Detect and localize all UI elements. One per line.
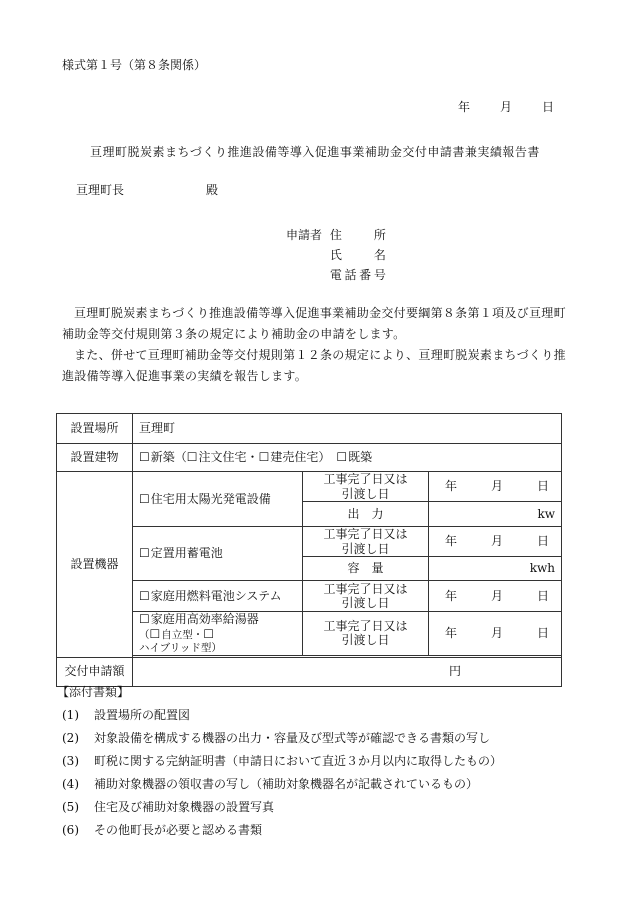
- completion-date-field[interactable]: 年 月 日: [429, 527, 562, 557]
- applicant-label: 申請者: [286, 228, 323, 242]
- fuel-cell-label: 家庭用燃料電池システム: [150, 588, 282, 603]
- checkbox-icon[interactable]: ☐: [203, 627, 215, 642]
- water-heater-row: [57, 612, 562, 656]
- building-ready-option: 建売住宅）: [270, 450, 325, 465]
- water-heater-option: [133, 612, 303, 656]
- completion-date-label: 工事完了日又は 引渡し日: [303, 527, 429, 557]
- output-field[interactable]: kw: [429, 502, 562, 527]
- application-table: [56, 413, 562, 687]
- attachment-item: (2) 対象設備を構成する機器の出力・容量及び型式等が確認できる書類の写し: [62, 731, 491, 745]
- completion-date-field[interactable]: 年 月 日: [429, 472, 562, 502]
- checkbox-icon[interactable]: ☐: [258, 450, 270, 465]
- equipment-label: 設置機器: [57, 472, 133, 658]
- applicant-name-label: 氏名: [329, 248, 386, 262]
- amount-row: [57, 657, 562, 686]
- checkbox-icon[interactable]: ☐: [139, 612, 150, 626]
- fuel-cell-row: [57, 581, 562, 612]
- checkbox-icon[interactable]: ☐: [336, 450, 348, 465]
- completion-date-label: 工事完了日又は 引渡し日: [303, 581, 429, 612]
- battery-label: 定置用蓄電池: [150, 546, 223, 561]
- checkbox-icon[interactable]: ☐: [186, 450, 198, 465]
- fuel-cell-option: [133, 581, 303, 612]
- building-new-option: 新築（: [150, 450, 187, 465]
- checkbox-icon[interactable]: ☐: [139, 546, 150, 561]
- building-row: [57, 444, 562, 472]
- checkbox-icon[interactable]: ☐: [149, 627, 161, 642]
- attachments-heading: 【添付書類】: [57, 685, 130, 699]
- water-heater-label: 家庭用高効率給湯器: [150, 612, 259, 626]
- solar-option: [133, 472, 303, 527]
- water-heater-type: （☐自立型・☐ハイブリッド型）: [139, 627, 222, 654]
- building-custom-option: 注文住宅・: [198, 450, 259, 465]
- date-year-label: 年: [458, 100, 471, 114]
- solar-completion-row: [57, 472, 562, 502]
- location-label: 設置場所: [57, 414, 133, 444]
- building-options: [133, 444, 562, 472]
- amount-label: 交付申請額: [57, 657, 133, 686]
- location-row: [57, 414, 562, 444]
- output-label: 出 力: [303, 502, 429, 527]
- completion-date-field[interactable]: 年 月 日: [429, 612, 562, 656]
- attachment-item: (5) 住宅及び補助対象機器の設置写真: [62, 800, 275, 814]
- attachment-item: (1) 設置場所の配置図: [62, 708, 191, 722]
- completion-date-field[interactable]: 年 月 日: [429, 581, 562, 612]
- report-paragraph: また、併せて亘理町補助金等交付規則第１２条の規定により、亘理町脱炭素まちづくり推進設備等導入促進事業の実績を報告します。: [62, 348, 566, 383]
- battery-completion-row: [57, 527, 562, 557]
- addressee: [76, 183, 219, 197]
- attachment-item: (3) 町税に関する完納証明書（申請日において直近３か月以内に取得したもの）: [62, 754, 503, 768]
- checkbox-icon[interactable]: ☐: [139, 588, 150, 603]
- building-label: 設置建物: [57, 444, 133, 472]
- applicant-phone-row: [286, 268, 386, 282]
- attachment-item: (6) その他町長が必要と認める書類: [62, 823, 263, 837]
- form-number: 様式第１号（第８条関係）: [62, 58, 207, 72]
- completion-date-label: 工事完了日又は 引渡し日: [303, 612, 429, 656]
- date-day-label: 日: [541, 100, 554, 114]
- capacity-field[interactable]: kwh: [429, 557, 562, 581]
- applicant-address-row: [286, 228, 386, 242]
- submission-date: [458, 100, 554, 114]
- checkbox-icon[interactable]: ☐: [139, 450, 150, 465]
- capacity-label: 容 量: [303, 557, 429, 581]
- attachment-item: (4) 補助対象機器の領収書の写し（補助対象機器名が記載されているもの）: [62, 777, 479, 791]
- amount-field[interactable]: 円: [133, 657, 562, 686]
- completion-date-label: 工事完了日又は 引渡し日: [303, 472, 429, 502]
- battery-option: [133, 527, 303, 581]
- solar-label: 住宅用太陽光発電設備: [150, 491, 271, 506]
- application-paragraph: 亘理町脱炭素まちづくり推進設備等導入促進事業補助金交付要綱第８条第１項及び亘理町補助金等交付規則第３条の規定により補助金の申請をします。: [62, 306, 566, 341]
- applicant-address-label: 住所: [329, 228, 386, 242]
- location-value: 亘理町: [133, 414, 562, 444]
- applicant-phone-label: 電話番号: [329, 268, 386, 282]
- applicant-name-row: [286, 248, 386, 262]
- checkbox-icon[interactable]: ☐: [139, 491, 150, 506]
- building-existing-option: 既築: [348, 450, 373, 465]
- addressee-honorific: 殿: [206, 183, 219, 197]
- date-month-label: 月: [499, 100, 512, 114]
- document-title: 亘理町脱炭素まちづくり推進設備等導入促進事業補助金交付申請書兼実績報告書: [90, 145, 540, 159]
- addressee-name: 亘理町長: [76, 183, 125, 197]
